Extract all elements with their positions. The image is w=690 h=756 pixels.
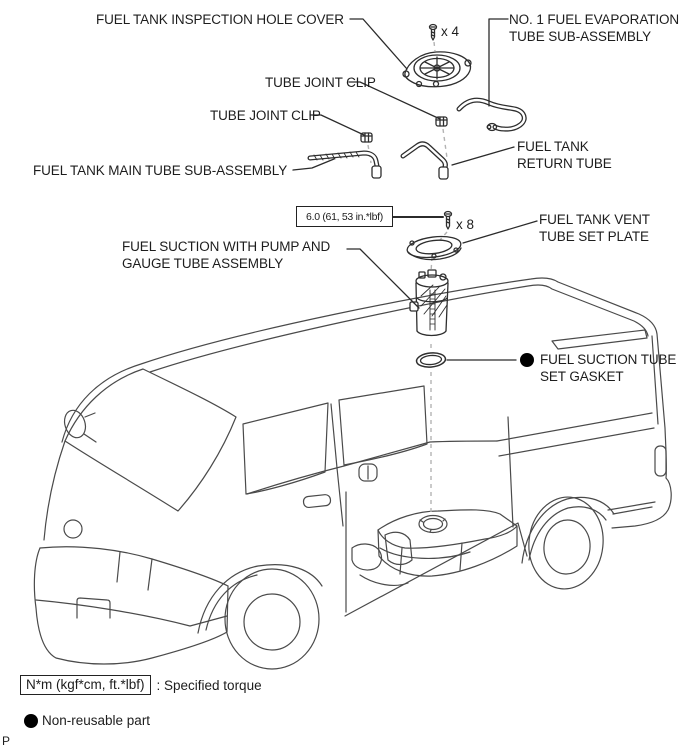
rear-wheel: [522, 493, 614, 592]
label-tube-joint-clip-upper: TUBE JOINT CLIP: [265, 75, 376, 90]
suction-tube-set-gasket-part: [416, 352, 446, 368]
label-inspection-hole-cover: FUEL TANK INSPECTION HOLE COVER: [96, 12, 344, 27]
torque-legend-desc: : Specified torque: [156, 677, 262, 693]
fastener-count-x4: x 4: [441, 24, 460, 39]
sliding-door-window: [339, 386, 427, 465]
non-reusable-marker-icon: [520, 353, 534, 367]
screw-icon: [430, 25, 437, 41]
vent-tube-set-plate-part: [406, 234, 462, 260]
assembly-dashed-lines: [368, 42, 447, 516]
label-tube-joint-clip-lower: TUBE JOINT CLIP: [210, 108, 321, 123]
front-door-window: [243, 403, 328, 494]
inspection-hole-cover-part: [403, 52, 471, 87]
label-evaporation-tube: NO. 1 FUEL EVAPORATION TUBE SUB-ASSEMBLY: [509, 12, 680, 44]
screw-icon: [445, 212, 452, 230]
label-vent-tube-set-plate: FUEL TANK VENT TUBE SET PLATE: [539, 212, 650, 244]
return-tube-part: [403, 144, 448, 179]
fuel-tank: [378, 510, 517, 576]
rear-lamp: [655, 446, 666, 476]
label-suction-tube-set-gasket: FUEL SUCTION TUBE SET GASKET: [540, 352, 677, 384]
label-fuel-suction-pump: FUEL SUCTION WITH PUMP AND GAUGE TUBE ASSEMBLY: [122, 239, 331, 271]
non-reusable-legend-text: Non-reusable part: [42, 713, 151, 728]
label-main-tube: FUEL TANK MAIN TUBE SUB-ASSEMBLY: [33, 163, 288, 178]
van-illustration: [34, 278, 671, 669]
fuel-pump-assembly-part: [410, 270, 448, 335]
torque-spec-box: 6.0 (61, 53 in.*lbf): [296, 206, 393, 227]
non-reusable-legend: [24, 713, 150, 728]
fastener-count-x8: x 8: [456, 217, 475, 232]
page-mark: P: [2, 734, 11, 748]
filled-circle-icon: [24, 714, 38, 728]
evaporation-tube-part: [459, 100, 524, 130]
rear-quarter-window: [552, 330, 647, 349]
front-emblem: [64, 520, 82, 538]
torque-legend-box: N*m (kgf*cm, ft.*lbf): [20, 675, 151, 695]
label-return-tube: FUEL TANK RETURN TUBE: [517, 139, 612, 171]
torque-legend: [20, 675, 262, 695]
front-bumper: [34, 547, 228, 664]
